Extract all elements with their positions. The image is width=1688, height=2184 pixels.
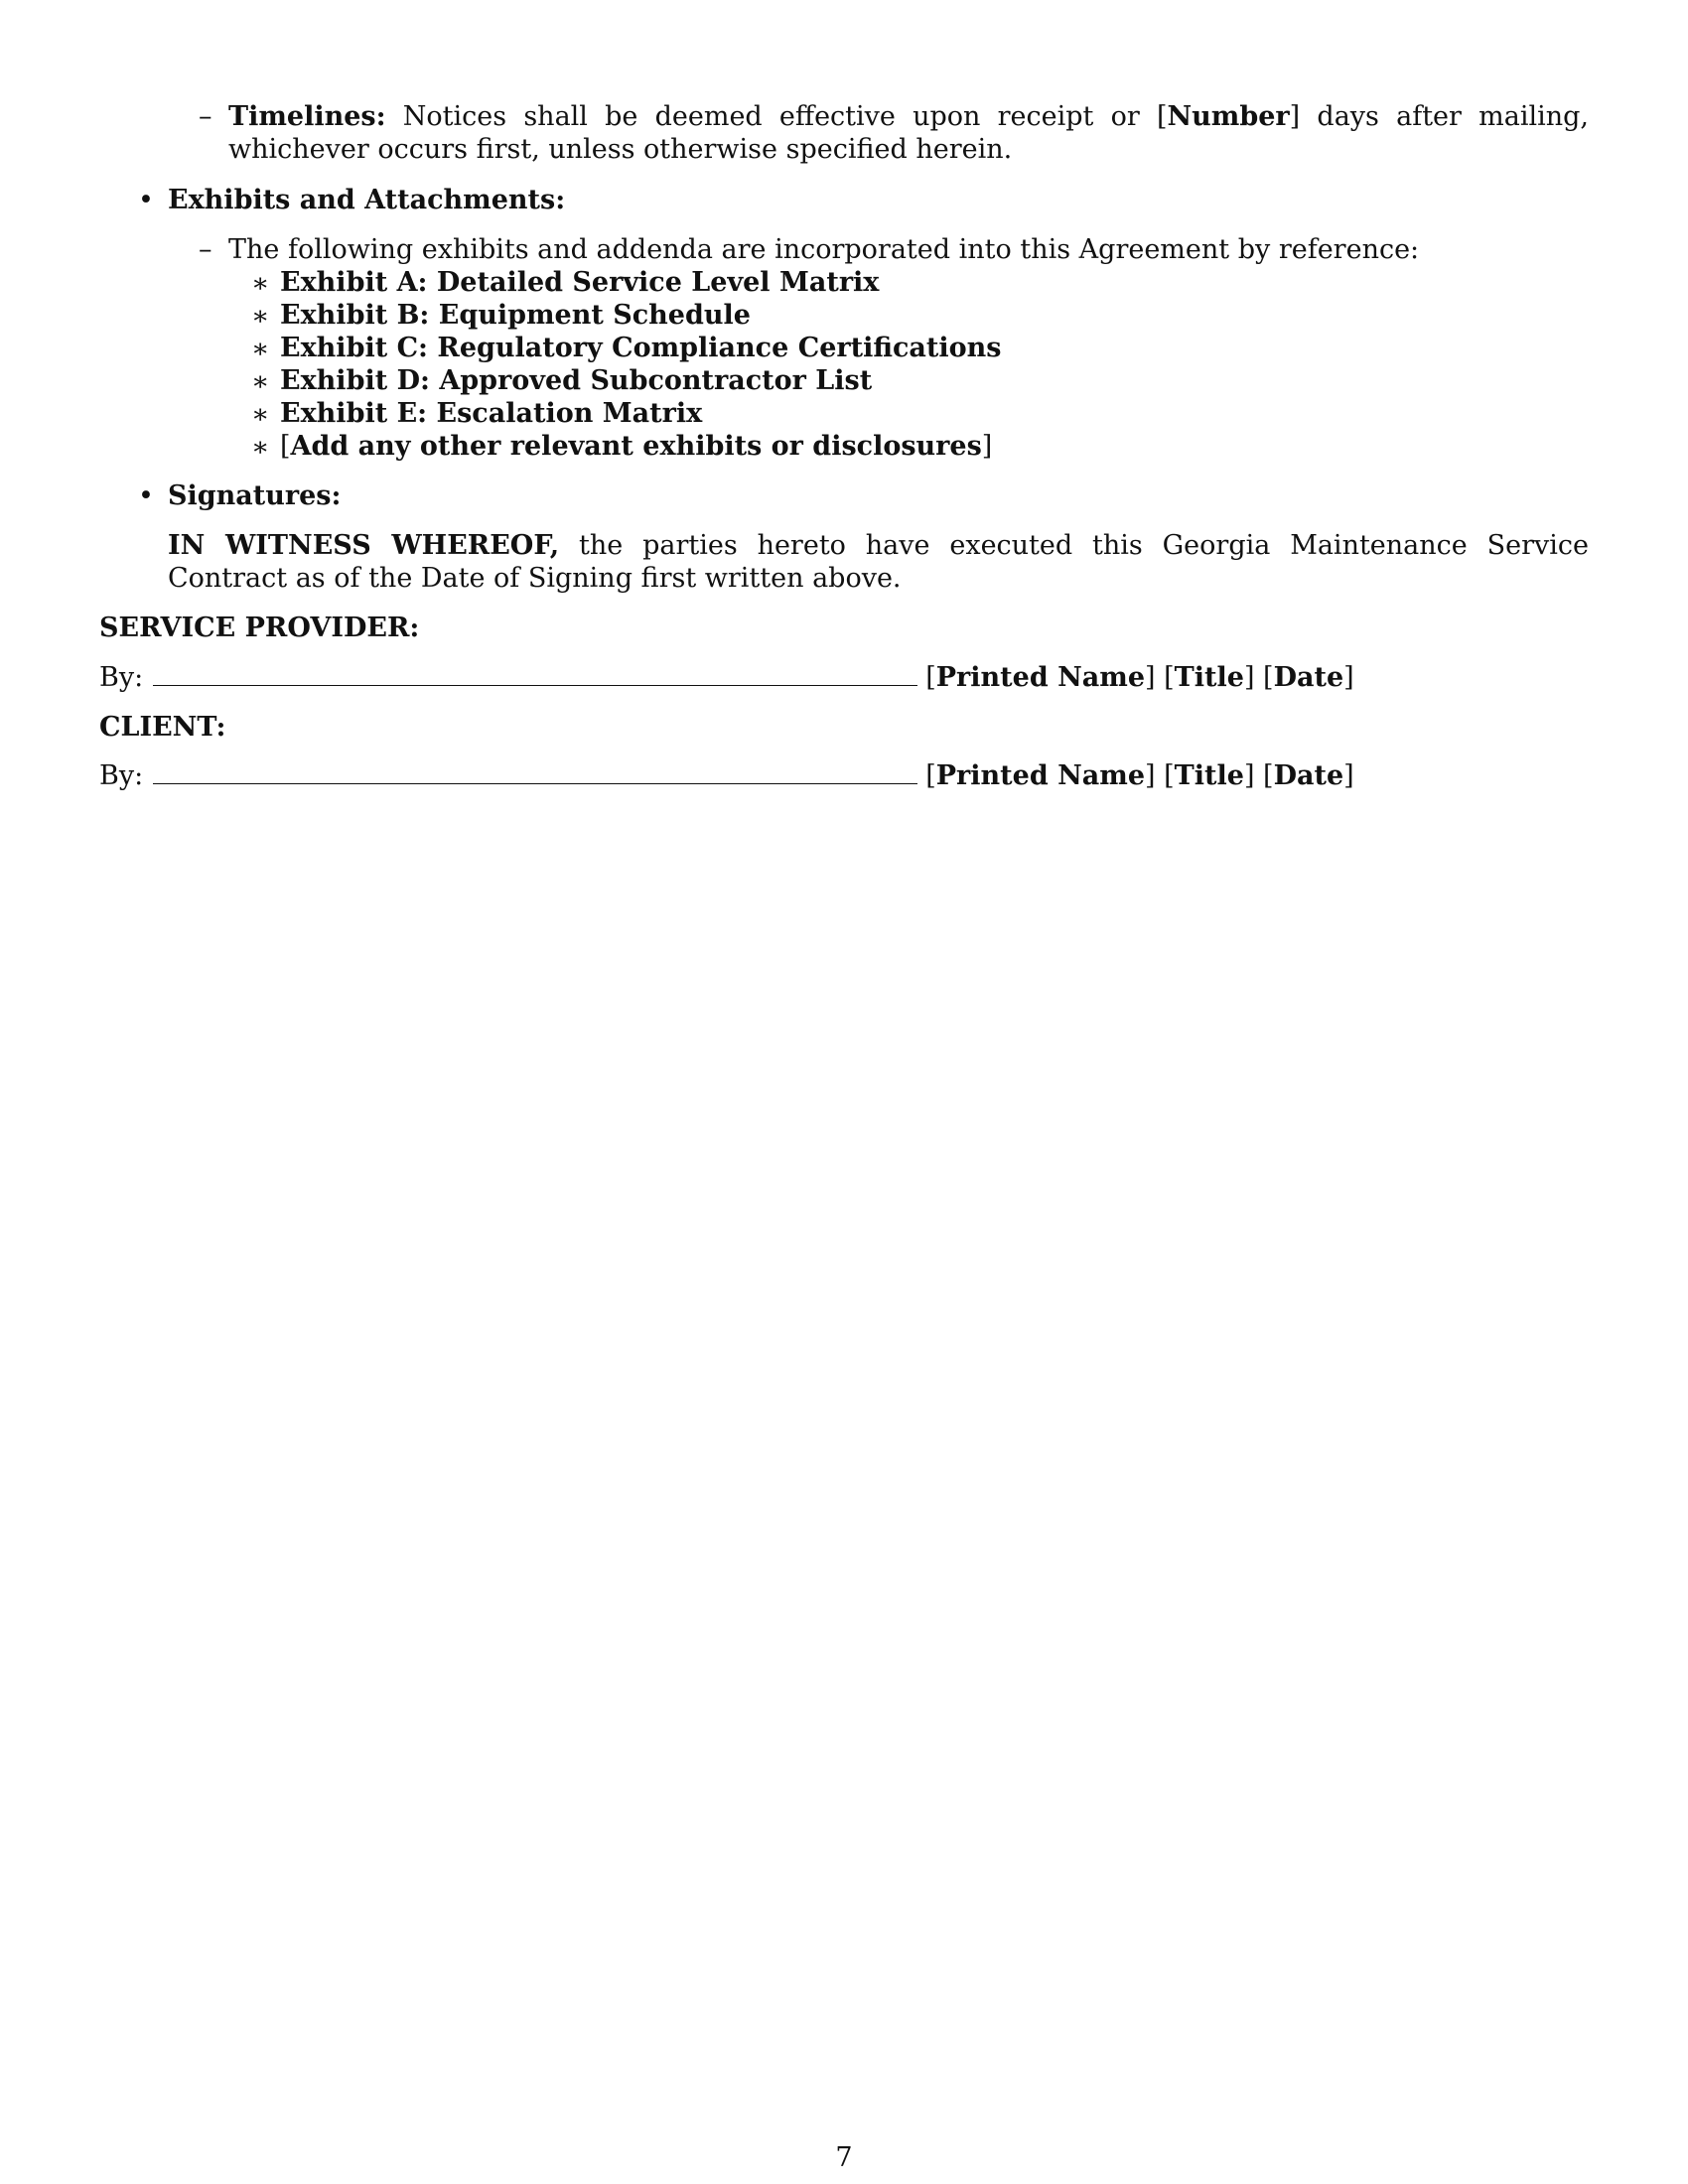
exhibits-intro: The following exhibits and addenda are incorporated into this Agreement by reference:: [228, 234, 1420, 265]
date-placeholder: Date: [1273, 760, 1344, 791]
page-number: 7: [835, 2142, 853, 2173]
dash-marker: –: [199, 234, 212, 265]
exhibit-item: Exhibit A: Detailed Service Level Matrix: [280, 267, 880, 298]
star-marker: ∗: [251, 268, 270, 299]
exhibit-item: Exhibit E: Escalation Matrix: [280, 398, 703, 429]
by-label: By:: [99, 662, 144, 693]
timelines-text-1: Notices shall be deemed effective upon receipt or [: [385, 101, 1168, 132]
signature-line[interactable]: [153, 759, 917, 784]
signatures-heading: Signatures:: [168, 480, 342, 511]
bullet-marker: •: [138, 480, 154, 511]
title-placeholder: Title: [1174, 760, 1244, 791]
timelines-number-placeholder: Number: [1167, 101, 1290, 132]
exhibits-heading: Exhibits and Attachments:: [168, 185, 566, 215]
star-marker: ∗: [251, 301, 270, 332]
title-placeholder: Title: [1174, 662, 1244, 693]
bullet-marker: •: [138, 185, 154, 215]
exhibit-item: Exhibit D: Approved Subcontractor List: [280, 365, 873, 396]
timelines-paragraph: [228, 100, 1589, 166]
date-placeholder: Date: [1273, 662, 1344, 693]
bracket-close: ]: [981, 431, 993, 462]
exhibit-item: Exhibit C: Regulatory Compliance Certifications: [280, 333, 1002, 363]
exhibit-other-placeholder: Add any other relevant exhibits or disclosures: [290, 431, 982, 462]
timelines-label: Timelines:: [228, 101, 386, 132]
timelines-text-2: ] days after mailing, whichever occurs first, unless otherwise specified herein.: [228, 101, 1589, 165]
witness-text: the parties hereto have executed this Georgia Maintenance Service Contract as of the Date of Signing first written above.: [168, 530, 1589, 594]
client-signature-row: By: [Printed Name] [Title] [Date]: [99, 760, 1354, 791]
by-label: By:: [99, 760, 144, 791]
client-label: CLIENT:: [99, 712, 226, 743]
witness-bold: IN WITNESS WHEREOF,: [168, 530, 560, 561]
exhibit-item-other: [280, 430, 992, 463]
star-marker: ∗: [251, 399, 270, 430]
dash-marker: –: [199, 101, 212, 132]
printed-name-placeholder: Printed Name: [935, 760, 1146, 791]
exhibit-item: Exhibit B: Equipment Schedule: [280, 300, 751, 331]
star-marker: ∗: [251, 334, 270, 364]
bracket-open: [: [280, 431, 291, 462]
printed-name-placeholder: Printed Name: [935, 662, 1146, 693]
witness-paragraph: [168, 529, 1589, 595]
star-marker: ∗: [251, 366, 270, 397]
service-provider-signature-row: By: [Printed Name] [Title] [Date]: [99, 662, 1354, 693]
service-provider-label: SERVICE PROVIDER:: [99, 613, 420, 643]
signature-line[interactable]: [153, 661, 917, 686]
star-marker: ∗: [251, 432, 270, 463]
